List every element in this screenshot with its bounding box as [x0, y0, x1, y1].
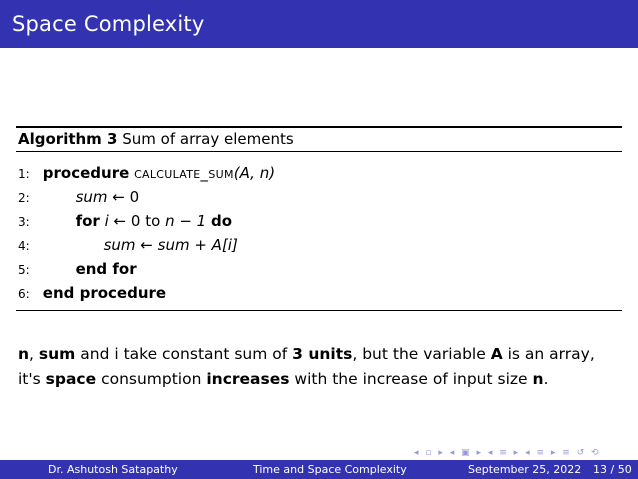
keyword-do: do: [211, 212, 233, 230]
text: , but the variable: [352, 345, 491, 363]
algorithm-caption-text: Sum of array elements: [122, 130, 294, 148]
procedure-name: calculate_sum: [134, 164, 234, 182]
loop-start: 0: [130, 212, 141, 230]
nav-frame-icon[interactable]: ◂ ▫ ▸: [414, 448, 445, 458]
lhs-sum: sum: [103, 236, 136, 254]
line-number: 5:: [18, 263, 30, 277]
text: is an array, it's: [18, 345, 595, 388]
assign-arrow: ←: [113, 212, 127, 230]
text: and i take constant sum of: [75, 345, 293, 363]
assign-arrow: ←: [140, 236, 153, 254]
text: with the increase of input size: [289, 370, 533, 388]
footer-page-number: 13 / 50: [593, 463, 632, 476]
slide-header: [0, 0, 638, 48]
keyword-end-for: end for: [75, 260, 137, 278]
line-number: 4:: [18, 239, 30, 253]
algorithm-top-rule: [16, 126, 622, 128]
assign-arrow: ←: [112, 188, 125, 206]
algorithm-mid-rule: [16, 151, 622, 152]
bold-space: space: [45, 370, 97, 388]
algorithm-line-1: [18, 164, 275, 182]
explanation-paragraph: [18, 342, 622, 392]
algorithm-line-5: [18, 260, 137, 278]
rhs-expression: sum + A[i]: [157, 236, 238, 254]
algorithm-line-3: [18, 212, 232, 230]
keyword-end-procedure: end procedure: [42, 284, 167, 302]
algorithm-line-6: [18, 284, 166, 302]
bold-3-units: 3 units: [292, 345, 353, 363]
algorithm-label: Algorithm 3: [18, 130, 118, 148]
nav-doc-icon[interactable]: ◂ ≡ ▸: [525, 448, 558, 458]
footer-date: September 25, 2022: [468, 463, 582, 476]
nav-subsection-icon[interactable]: ◂ ▣ ▸: [449, 448, 483, 458]
text: .: [543, 370, 549, 388]
keyword-to: to: [145, 212, 161, 230]
algorithm-line-4: [18, 236, 238, 254]
slide-footer: [0, 460, 638, 479]
nav-search-icon[interactable]: ≡ ↺ ⟲: [562, 448, 601, 458]
line-number: 1:: [18, 167, 30, 181]
bold-n-end: n: [532, 370, 544, 388]
procedure-args: (A, n): [233, 164, 276, 182]
value: 0: [129, 188, 140, 206]
bold-n: n: [18, 345, 30, 363]
text: consumption: [96, 370, 207, 388]
keyword-for: for: [75, 212, 100, 230]
nav-section-icon[interactable]: ◂ ≡ ▸: [487, 448, 521, 458]
bold-sum: sum: [38, 345, 76, 363]
line-number: 6:: [18, 287, 30, 301]
line-number: 2:: [18, 191, 30, 205]
variable-sum: sum: [75, 188, 108, 206]
algorithm-line-2: [18, 188, 139, 206]
bold-increases: increases: [206, 370, 290, 388]
text: ,: [29, 345, 39, 363]
loop-end: n − 1: [165, 212, 207, 230]
algorithm-bottom-rule: [16, 310, 622, 311]
keyword-procedure: procedure: [42, 164, 130, 182]
footer-author: Dr. Ashutosh Satapathy: [48, 463, 178, 476]
footer-title: Time and Space Complexity: [253, 463, 407, 476]
bold-a: A: [490, 345, 503, 363]
variable-i: i: [104, 212, 109, 230]
beamer-navigation-symbols[interactable]: [414, 448, 634, 458]
algorithm-caption: [18, 130, 294, 148]
line-number: 3:: [18, 215, 30, 229]
slide-title: Space Complexity: [12, 12, 205, 36]
